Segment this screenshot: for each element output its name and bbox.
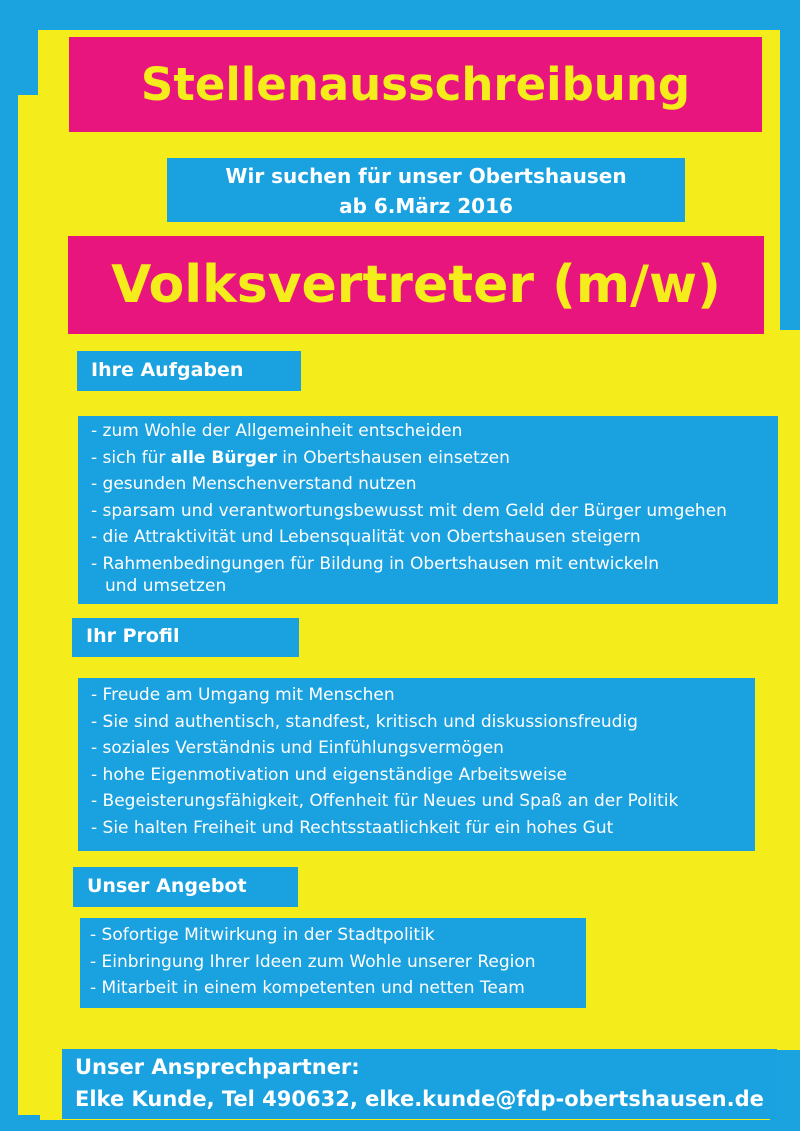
list-item: - sparsam und verantwortungsbewusst mit dem Geld der Bürger umgehen bbox=[91, 500, 727, 521]
list-item-emphasis: alle Bürger bbox=[170, 447, 277, 468]
contact-label: Unser Ansprechpartner: bbox=[75, 1055, 360, 1079]
page-title: Stellenausschreibung bbox=[69, 37, 762, 132]
list-item: - gesunden Menschenverstand nutzen bbox=[91, 474, 417, 494]
angebot-heading: Unser Angebot bbox=[73, 867, 298, 907]
list-item-text: - sich für bbox=[91, 447, 171, 468]
intro-line-2: ab 6.März 2016 bbox=[339, 194, 513, 218]
list-item bbox=[91, 445, 778, 472]
contact-details: Elke Kunde, Tel 490632, elke.kunde@fdp-obertshausen.de bbox=[75, 1087, 764, 1111]
list-item: - Sofortige Mitwirkung in der Stadtpolitik bbox=[90, 925, 435, 945]
list-item: - Sie sind authentisch, standfest, kritisch und diskussionsfreudig bbox=[91, 711, 638, 732]
list-item: - Freude am Umgang mit Menschen bbox=[91, 685, 395, 705]
list-item: - Begeisterungsfähigkeit, Offenheit für Neues und Spaß an der Politik bbox=[91, 791, 679, 811]
list-item: - Rahmenbedingungen für Bildung in Obertshausen mit entwickeln bbox=[91, 553, 659, 574]
profil-list bbox=[78, 678, 755, 851]
list-item: - Einbringung Ihrer Ideen zum Wohle unserer Region bbox=[90, 951, 536, 972]
aufgaben-heading: Ihre Aufgaben bbox=[77, 351, 301, 391]
list-item: - zum Wohle der Allgemeinheit entscheiden bbox=[91, 421, 463, 441]
list-item: - die Attraktivität und Lebensqualität von Obertshausen steigern bbox=[91, 527, 641, 547]
intro-box bbox=[167, 158, 685, 222]
list-item: und umsetzen bbox=[105, 576, 227, 596]
angebot-list bbox=[80, 918, 586, 1008]
list-item: - soziales Verständnis und Einfühlungsvermögen bbox=[91, 738, 504, 758]
list-item: - Sie halten Freiheit und Rechtsstaatlichkeit für ein hohes Gut bbox=[91, 817, 614, 838]
list-item: - hohe Eigenmotivation und eigenständige Arbeitsweise bbox=[91, 764, 567, 785]
profil-heading: Ihr Profil bbox=[72, 618, 299, 657]
intro-line-1: Wir suchen für unser Obertshausen bbox=[225, 164, 627, 188]
list-item: - Mitarbeit in einem kompetenten und netten Team bbox=[90, 978, 525, 998]
job-title: Volksvertreter (m/w) bbox=[68, 236, 764, 334]
aufgaben-list bbox=[78, 416, 778, 604]
list-item-text: in Obertshausen einsetzen bbox=[276, 447, 510, 468]
contact-box bbox=[62, 1049, 777, 1119]
